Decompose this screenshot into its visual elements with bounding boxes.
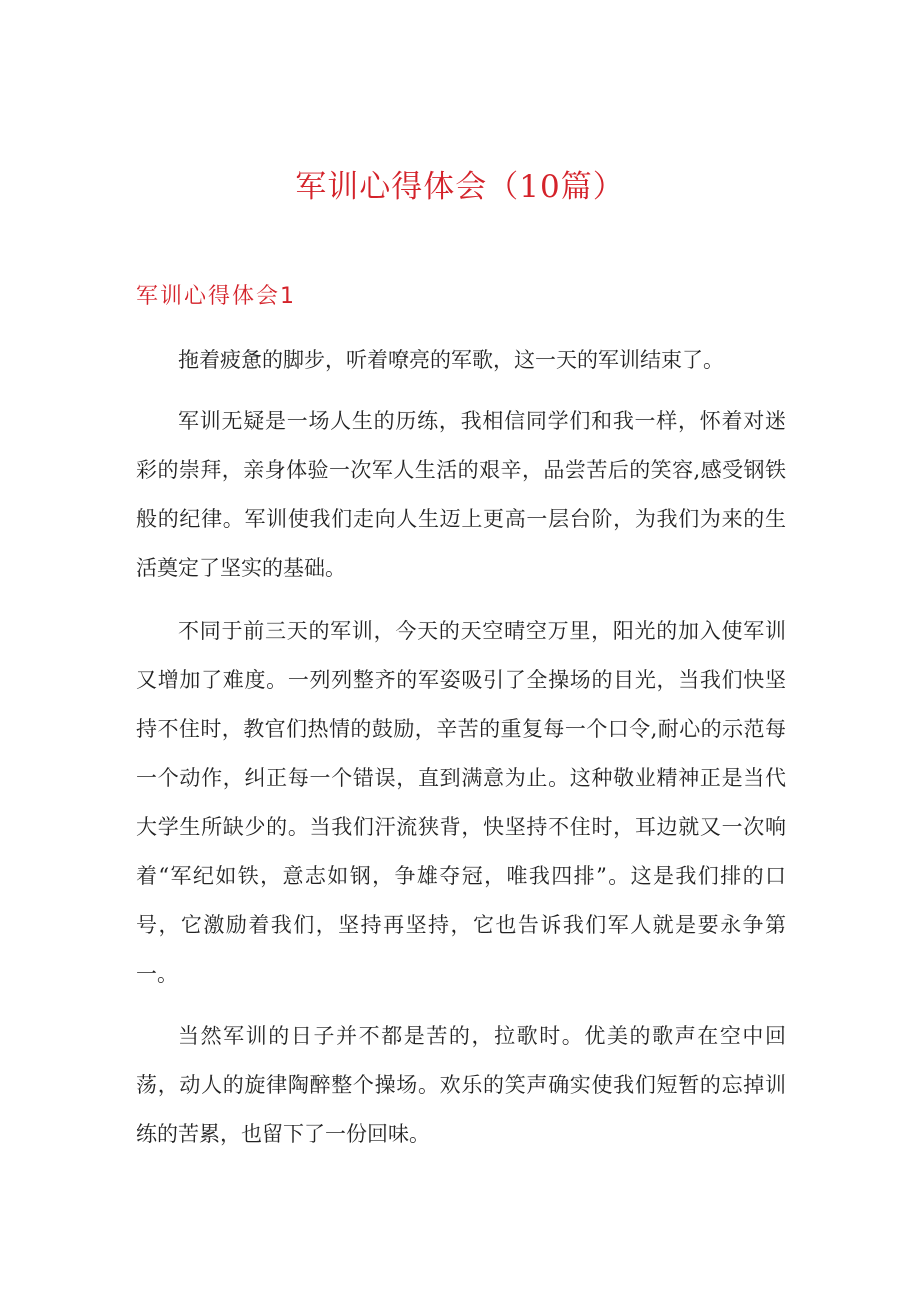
paragraph-1: 拖着疲惫的脚步，听着嘹亮的军歌，这一天的军训结束了。 — [178, 348, 724, 372]
paragraph-3: 不同于前三天的军训，今天的天空晴空万里，阳光的加入使军训又增加了难度。一列列整齐的军姿吸引了全操场的目光，当我们快坚持不住时，教官们热情的鼓励，辛苦的重复每一个口令,耐心的示范每一个动作，纠正每一个错误，直到满意为止。这种敬业精神正是当代大学生所缺少的。当我们汗流狭背，快坚持不住时，耳边就又一次响着“军纪如铁，意志如钢，争雄夺冠，唯我四排”。这是我们排的口号，它激励着我们，坚持再坚持，它也告诉我们军人就是要永争第一。 — [136, 619, 786, 986]
paragraph-4: 当然军训的日子并不都是苦的，拉歌时。优美的歌声在空中回荡，动人的旋律陶醉整个操场。欢乐的笑声确实使我们短暂的忘掉训练的苦累，也留下了一份回味。 — [136, 1024, 786, 1146]
document-title: 军训心得体会（10篇） — [295, 169, 625, 205]
section-heading: 军训心得体会1 — [136, 284, 296, 309]
paragraph-2: 军训无疑是一场人生的历练，我相信同学们和我一样，怀着对迷彩的崇拜，亲身体验一次军人生活的艰辛，品尝苦后的笑容,感受钢铁般的纪律。军训使我们走向人生迈上更高一层台阶，为我们为来的生活奠定了坚实的基础。 — [136, 409, 786, 580]
